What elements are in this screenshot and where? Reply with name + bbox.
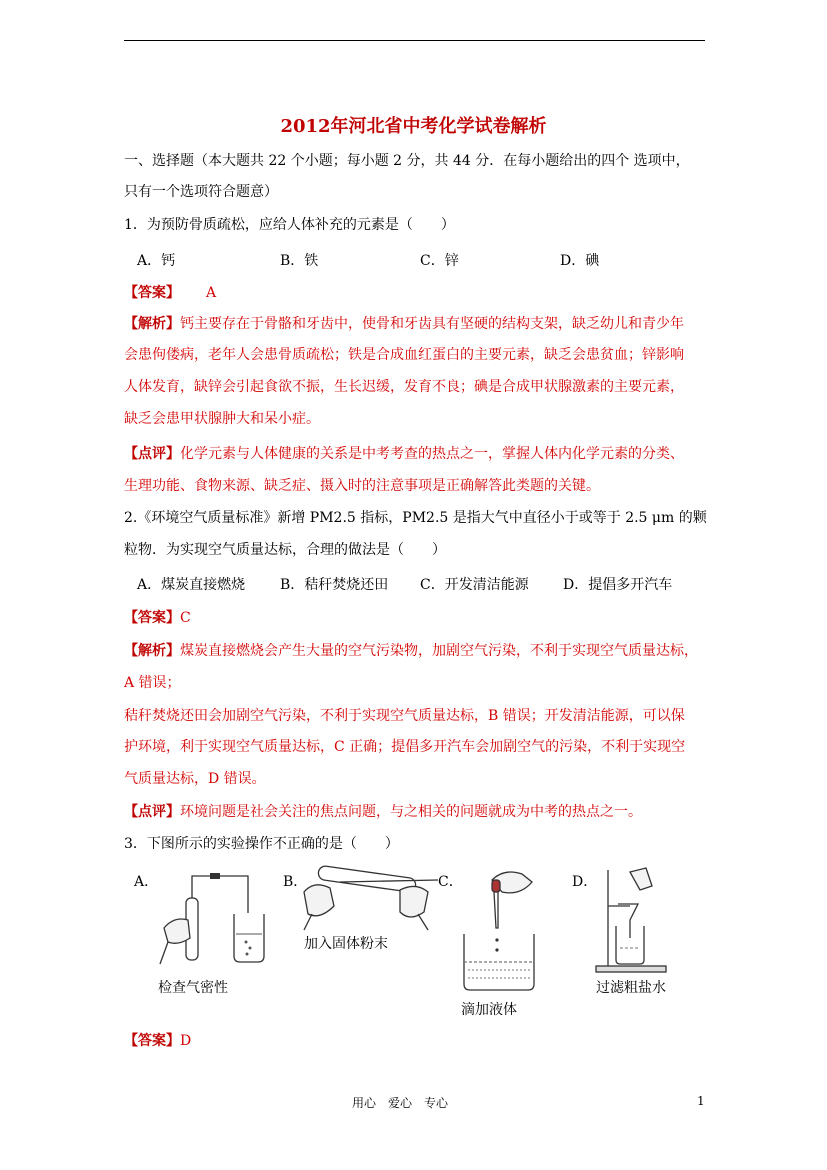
q2-option-a: A．煤炭直接燃烧 (137, 577, 246, 593)
answer-label: 【答案】 (124, 610, 180, 626)
q2-analysis-line-4: 护环境，利于实现空气质量达标，C 正确；提倡多开汽车会加剧空气的污染，不利于实现空 (124, 739, 686, 755)
q2-stem-line-1: 2.《环境空气质量标准》新增 PM2.5 指标，PM2.5 是指大气中直径小于或等于 2.5 μm 的颗 (124, 510, 707, 526)
q1-answer (124, 283, 216, 303)
q3-answer (124, 1031, 191, 1051)
q2-analysis-line-1 (124, 641, 698, 661)
q1-comment-line-2: 生理功能、食物来源、缺乏症、摄入时的注意事项是正确解答此类题的关键。 (124, 478, 600, 494)
q2-analysis-line-2: A 错误； (124, 675, 181, 691)
q1-stem: 1．为预防骨质疏松，应给人体补充的元素是（ ） (124, 217, 455, 233)
filtration-figure (590, 866, 670, 976)
q3-letter-c: C． (438, 874, 463, 890)
q1-analysis-line-2: 会患佝偻病，老年人会患骨质疏松；铁是合成血红蛋白的主要元素，缺乏会患贫血；锌影响 (124, 347, 684, 363)
q1-comment-text: 化学元素与人体健康的关系是中考考查的热点之一，掌握人体内化学元素的分类、 (180, 446, 684, 462)
page-title: 2012年河北省中考化学试卷解析 (280, 116, 547, 137)
q2-answer-value: C (180, 610, 191, 626)
q2-comment-text: 环境问题是社会关注的焦点问题，与之相关的问题就成为中考的热点之一。 (180, 804, 642, 820)
q1-option-c: C．锌 (420, 253, 459, 269)
q2-answer (124, 608, 191, 628)
footer-motto: 用心 爱心 专心 (352, 1096, 449, 1110)
dropping-liquid-figure (458, 866, 548, 996)
section-heading: 一、选择题（本大题共 22 个小题；每小题 2 分，共 44 分．在每小题给出的四个 选项中， (124, 153, 690, 169)
q3-caption-a: 检查气密性 (158, 980, 228, 996)
q3-caption-b: 加入固体粉末 (304, 936, 388, 952)
page-number: 1 (697, 1094, 705, 1108)
header-rule (124, 40, 705, 41)
answer-label: 【答案】 (124, 1033, 180, 1049)
analysis-label: 【解析】 (124, 316, 180, 332)
q3-caption-d: 过滤粗盐水 (596, 980, 666, 996)
airtightness-check-figure (150, 868, 270, 968)
comment-label: 【点评】 (124, 446, 180, 462)
q2-analysis-line-5: 气质量达标，D 错误。 (124, 771, 266, 787)
q2-option-d: D．提倡多开汽车 (563, 577, 673, 593)
q2-analysis-line-3: 秸秆焚烧还田会加剧空气污染，不利于实现空气质量达标，B 错误；开发清洁能源，可以保 (124, 708, 685, 724)
q1-option-a: A．钙 (137, 253, 176, 269)
q1-comment-line-1 (124, 444, 684, 464)
q1-analysis-line-1 (124, 314, 684, 334)
q3-caption-c: 滴加液体 (461, 1002, 517, 1018)
q2-option-c: C．开发清洁能源 (420, 577, 529, 593)
q1-analysis-text: 钙主要存在于骨骼和牙齿中，使骨和牙齿具有坚硬的结构支架，缺乏幼儿和青少年 (180, 316, 684, 332)
q1-answer-value: A (206, 285, 217, 301)
q1-option-b: B．铁 (280, 253, 319, 269)
analysis-label: 【解析】 (124, 643, 180, 659)
q3-letter-b: B． (283, 874, 308, 890)
adding-powder-figure (300, 862, 440, 932)
q1-analysis-line-4: 缺乏会患甲状腺肿大和呆小症。 (124, 411, 320, 427)
q2-comment (124, 802, 642, 822)
comment-label: 【点评】 (124, 804, 180, 820)
q2-option-b: B．秸秆焚烧还田 (280, 577, 389, 593)
q3-answer-value: D (180, 1033, 192, 1049)
q1-analysis-line-3: 人体发育，缺锌会引起食欲不振，生长迟缓，发育不良；碘是合成甲状腺激素的主要元素， (124, 379, 684, 395)
answer-label: 【答案】 (124, 285, 180, 301)
q3-stem: 3．下图所示的实验操作不正确的是（ ） (124, 836, 399, 852)
section-heading-cont: 只有一个选项符合题意） (124, 184, 278, 200)
q3-letter-d: D． (572, 874, 598, 890)
q3-letter-a: A． (134, 874, 159, 890)
q1-option-d: D．碘 (560, 253, 600, 269)
q2-analysis-text: 煤炭直接燃烧会产生大量的空气污染物，加剧空气污染，不利于实现空气质量达标， (180, 643, 698, 659)
q2-stem-line-2: 粒物．为实现空气质量达标，合理的做法是（ ） (124, 542, 446, 558)
